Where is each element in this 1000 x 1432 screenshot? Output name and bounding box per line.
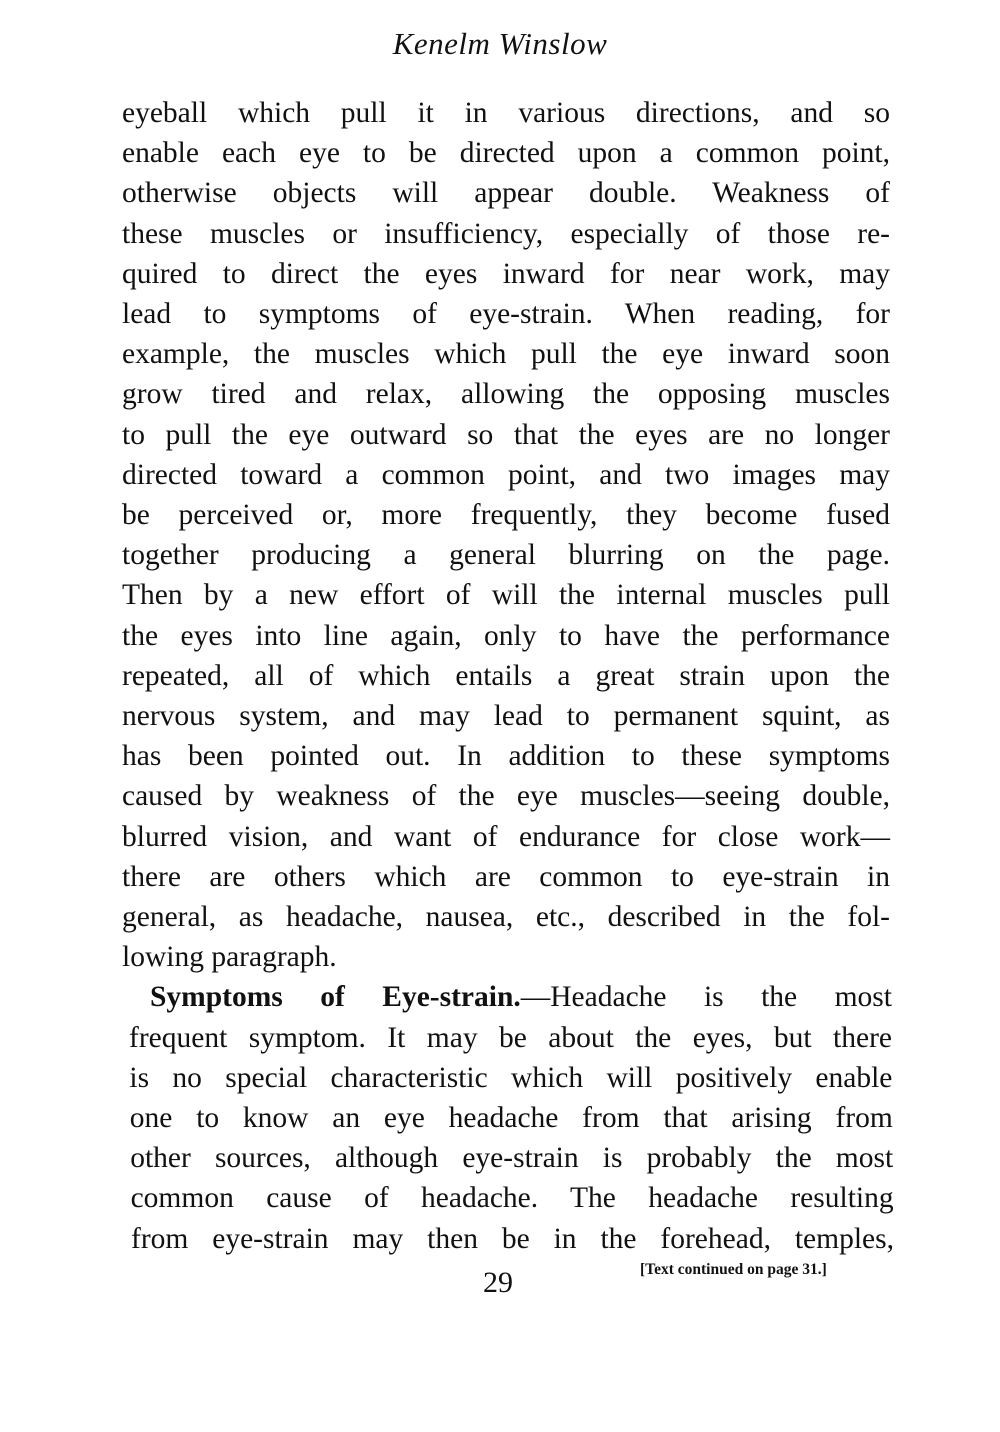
page-number: 29: [483, 1266, 513, 1299]
text-line: has been pointed out. In addition to these symptoms: [122, 740, 890, 773]
text-line: from eye-strain may then be in the forehead, temples,: [131, 1222, 894, 1255]
text-line: blurred vision, and want of endurance for close work—: [122, 820, 890, 853]
text-line: example, the muscles which pull the eye inward soon: [122, 338, 890, 371]
text-line: Then by a new effort of will the internal muscles pull: [122, 579, 890, 612]
text-line: grow tired and relax, allowing the opposing muscles: [122, 378, 890, 411]
text-line: otherwise objects will appear double. Weakness of: [122, 177, 890, 210]
text-line: eyeball which pull it in various directions, and so: [122, 97, 890, 129]
text-line: quired to direct the eyes inward for near work, may: [122, 257, 890, 290]
text-line: these muscles or insufficiency, especially of those re-: [122, 217, 890, 250]
text-line: one to know an eye headache from that arising from: [129, 1102, 893, 1134]
text-line: frequent symptom. It may be about the eyes, but there: [129, 1021, 892, 1054]
text-line: lowing paragraph.: [122, 941, 337, 974]
text-line: to pull the eye outward so that the eyes are no longer: [122, 418, 890, 451]
text-line: nervous system, and may lead to permanent squint, as: [122, 700, 890, 732]
text-line: be perceived or, more frequently, they become fused: [122, 499, 890, 531]
text-line: lead to symptoms of eye-strain. When reading, for: [122, 298, 890, 330]
text-line: is no special characteristic which will positively enable: [129, 1061, 893, 1094]
text-line: general, as headache, nausea, etc., described in the fol-: [122, 901, 890, 933]
continuation-note: [Text continued on page 31.]: [640, 1261, 827, 1278]
text-line: enable each eye to be directed upon a common point,: [122, 137, 890, 170]
text-fragment: —Headache is the most: [520, 981, 892, 1014]
text-line: other sources, although eye-strain is probably the most: [130, 1142, 894, 1175]
text-line: the eyes into line again, only to have the performance: [122, 619, 890, 652]
text-line: common cause of headache. The headache resulting: [130, 1182, 894, 1215]
section-heading: Symptoms of Eye-strain.: [150, 981, 521, 1014]
text-line: directed toward a common point, and two images may: [122, 458, 890, 491]
running-title: Kenelm Winslow: [392, 26, 608, 61]
text-line: there are others which are common to eye-strain in: [122, 860, 890, 893]
text-line: together producing a general blurring on the page.: [122, 539, 890, 572]
text-line: caused by weakness of the eye muscles—seeing double,: [122, 780, 890, 813]
section-first-line: [150, 977, 892, 1017]
text-line: repeated, all of which entails a great strain upon the: [122, 659, 890, 692]
